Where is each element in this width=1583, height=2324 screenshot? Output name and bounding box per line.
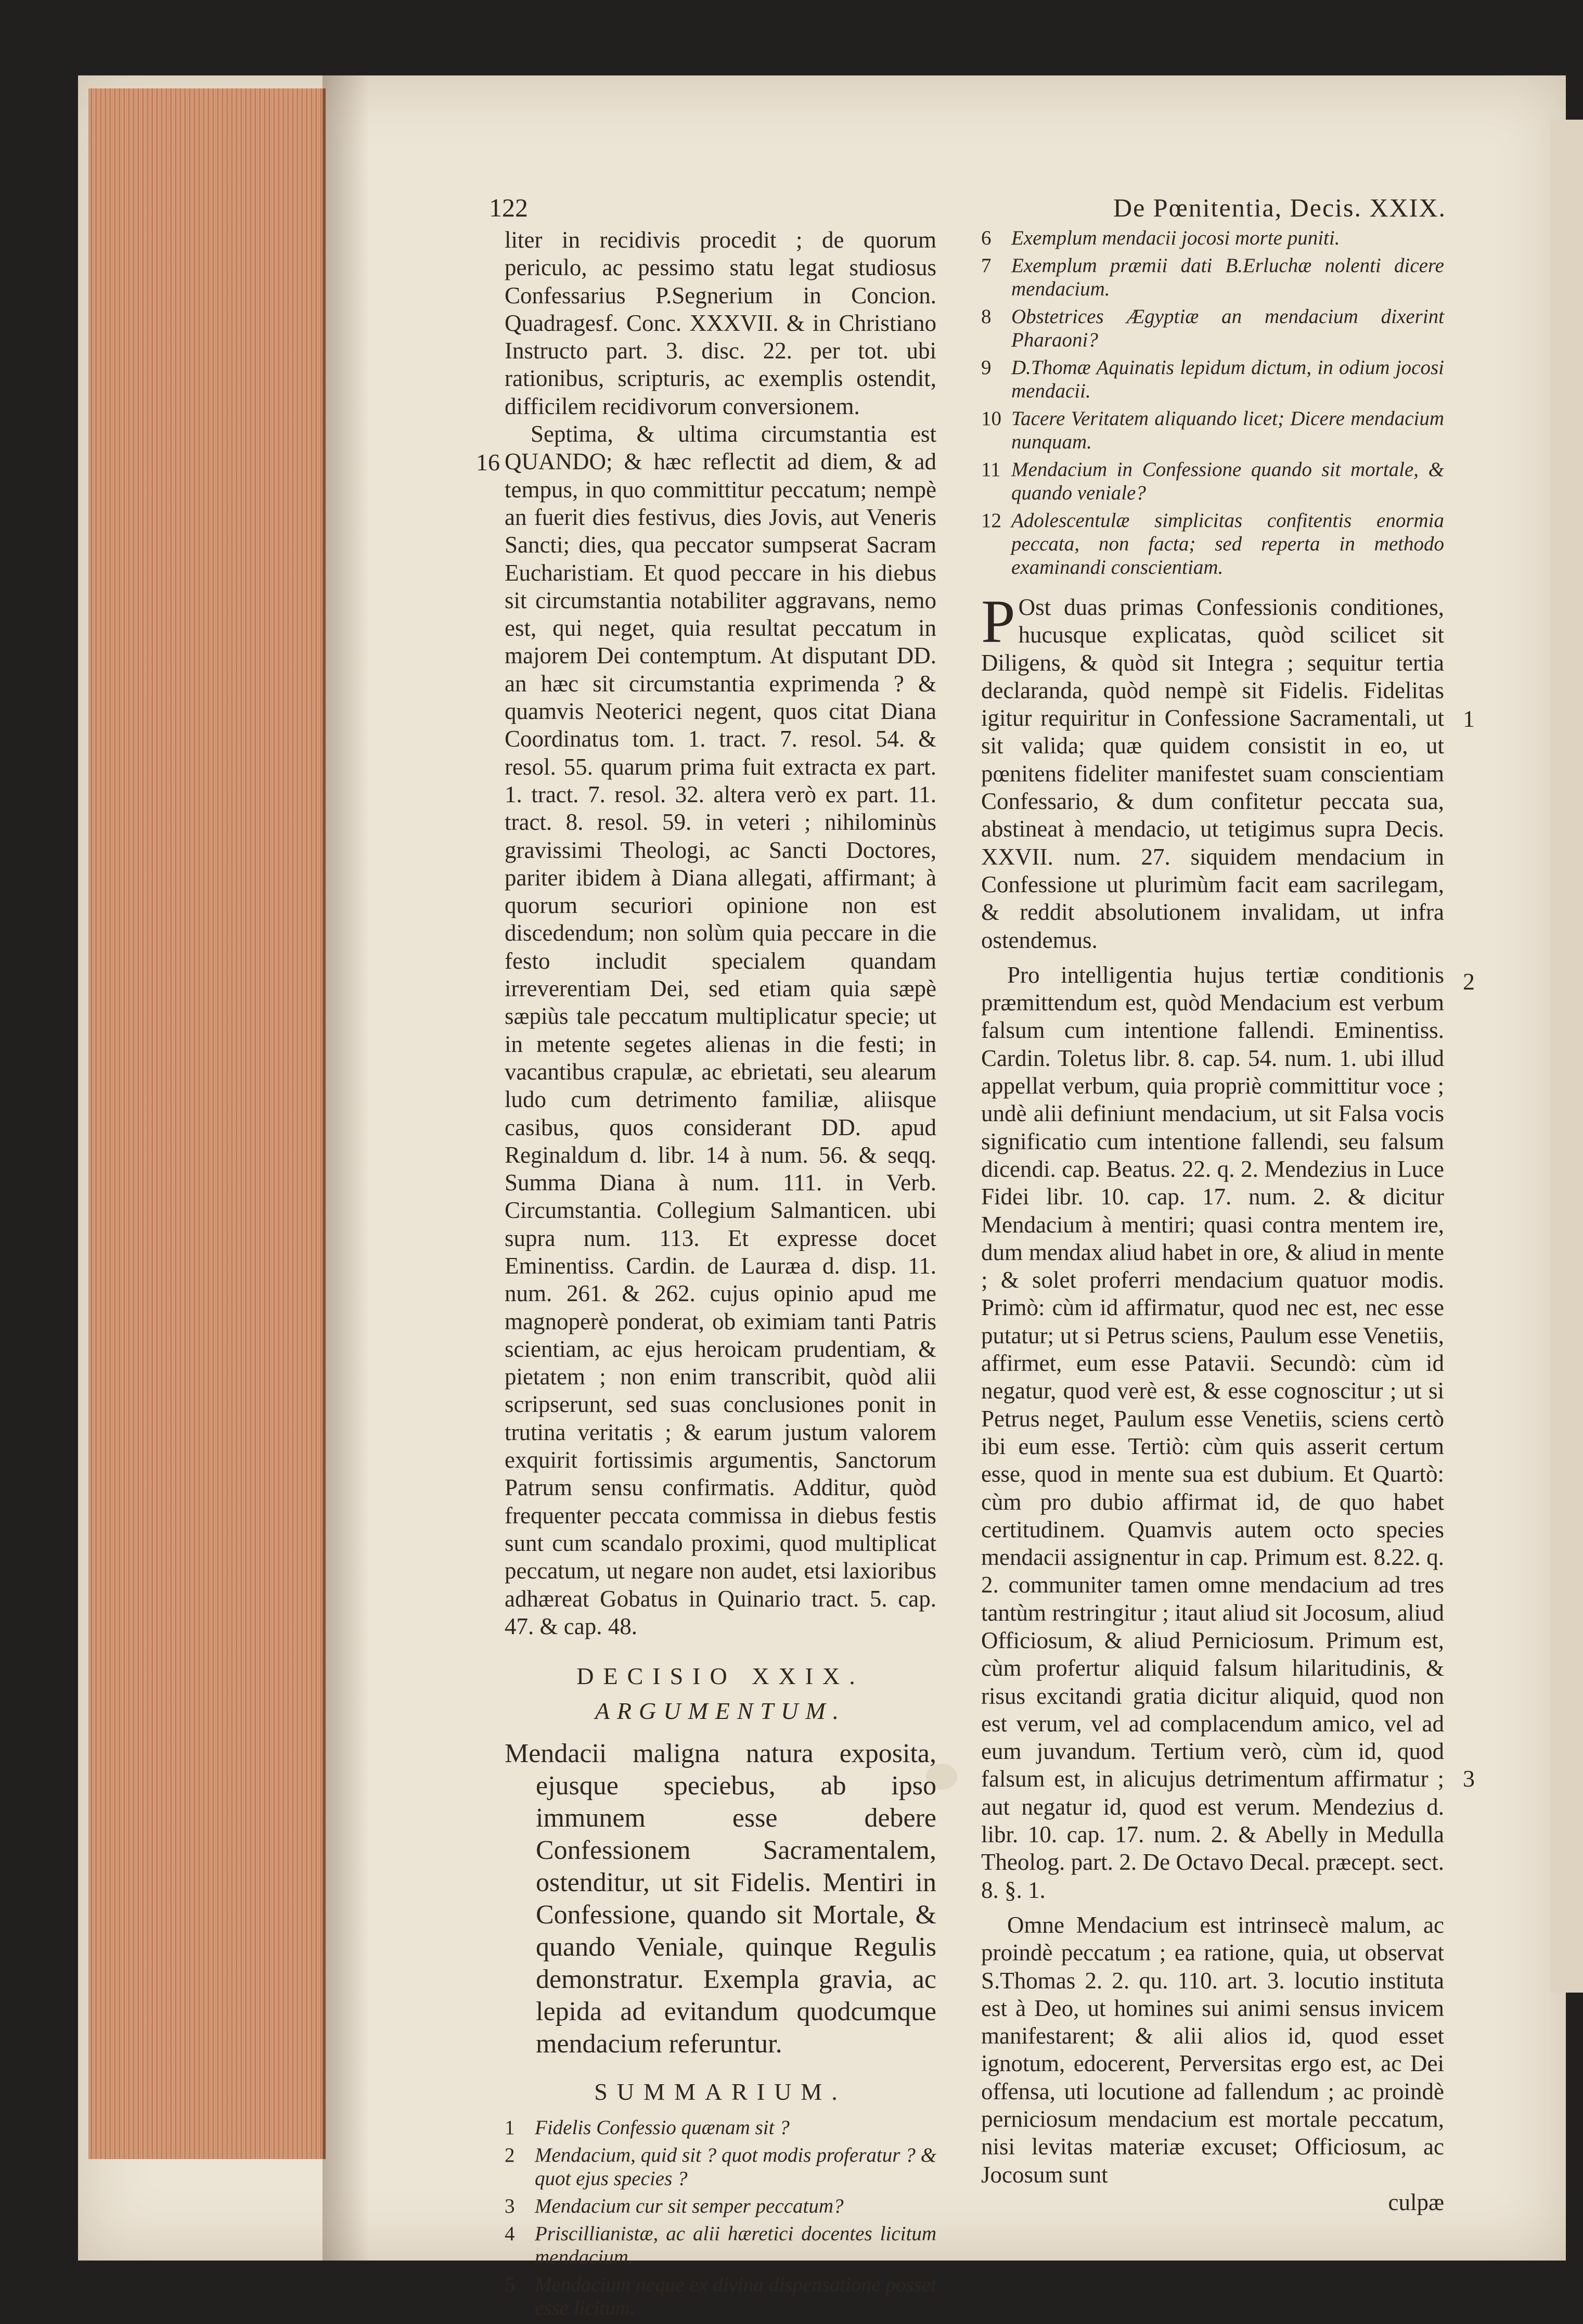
book-fore-edge — [88, 88, 326, 2159]
right-paragraph-1 — [981, 587, 1444, 954]
summarium-item — [981, 226, 1444, 250]
page-gutter-shadow — [323, 75, 369, 2261]
summarium-item-text: Exemplum mendacii jocosi morte puniti. — [1011, 227, 1340, 249]
summarium-item-text: Mendacium in Confessione quando sit mortale, & quando veniale? — [1011, 458, 1444, 504]
summarium-item-text: Mendacium cur sit semper peccatum? — [535, 2195, 844, 2218]
summarium-item-number: 1 — [505, 2116, 515, 2139]
summarium-item — [981, 458, 1444, 505]
summarium-item — [981, 254, 1444, 301]
margin-number: 1 — [1463, 705, 1475, 732]
summarium-item-number: 9 — [981, 356, 992, 379]
summarium-item — [505, 2116, 936, 2139]
summarium-item — [981, 509, 1444, 579]
right-paragraph-3: Omne Mendacium est intrinsecè malum, ac proindè peccatum ; ea ratione, quia, ut observat S.Thomas 2. 2. qu. 110. art. 3. locutio instituta est à Deo, ut homines sui animi sensus invicem manifestarent; & alii alios id, quod esset ignotum, edocerent, Perversitas ergo est, ac Dei offensa, uti locutione ad fallendum ; ac proindè perniciosum mendacium est mortale peccatum, nisi levitas materiæ excuset; Officiosum, ac Jocosum sunt — [981, 1911, 1444, 2188]
summarium-item-number: 10 — [981, 407, 1001, 430]
summarium-item-number: 11 — [981, 458, 1001, 481]
summarium-item — [981, 305, 1444, 352]
right-paragraph-2: Pro intelligentia hujus tertiæ conditionis præmittendum est, quòd Mendacium est verbum falsum cum intentione fallendi. Eminentiss. Cardin. Toletus libr. 8. cap. 54. num. 1. ubi illud appellat verbum, quia propriè committitur voce ; undè alii definiunt mendacium, ut sit Falsa vocis significatio cum intentione fallendi, seu falsum dicendi. cap. Beatus. 22. q. 2. Mendezius in Luce Fidei libr. 10. cap. 17. num. 2. & dicitur Mendacium à mentiri; quasi contra mentem ire, dum mendax aliud habet in ore, & aliud in mente ; & solet proferri mendacium quatuor modis. Primò: cùm id affirmatur, quod nec est, nec esse putatur; ut si Petrus sciens, Paulum esse Venetiis, affirmet, eum esse Patavii. Secundò: cùm id negatur, quod verè est, & esse cognoscitur ; ut si Petrus neget, Paulum esse Venetiis, sciens certò ibi eum esse. Tertiò: cùm quis asserit certum esse, quod in mente sua est dubium. Et Quartò: cùm pro dubio affirmat id, de quo habet certitudinem. Quamvis autem octo species mendacii assignentur in cap. Primum est. 8.22. q. 2. communiter tamen omne mendacium ad tres tantùm restringitur ; itaut aliud sit Jocosum, aliud Officiosum, & aliud Perniciosum. Primum est, cùm profertur aliquid falsum hilaritudinis, & risus excitandi gratia dicitur aliquid, quod non est verum, vel ad complacendum amico, vel ad eum juvandum. Tertium verò, cùm id, quod falsum est, in alicujus detrimentum affirmatur ; aut negatur id, quod est verum. Mendezius d. libr. 10. cap. 17. num. 2. & Abelly in Medulla Theolog. part. 2. De Octavo Decal. præcept. sect. 8. §. 1. — [981, 961, 1444, 1903]
summarium-item-number: 6 — [981, 227, 992, 249]
decisio-heading: DECISIO XXIX. — [576, 1663, 865, 1690]
summarium-item-number: 7 — [981, 254, 992, 277]
summarium-item — [505, 2273, 936, 2320]
summarium-item-text: Obstetrices Ægyptiæ an mendacium dixerint Pharaoni? — [1011, 305, 1444, 351]
summarium-item-text: Mendacium neque ex divina dispensatione posset esse licitum. — [535, 2274, 936, 2320]
right-column — [981, 226, 1444, 2216]
running-title: De Pœnitentia, Decis. XXIX. — [1113, 193, 1446, 222]
summarium-item-text: Mendacium, quid sit ? quot modis proferatur ? & quot ejus species ? — [535, 2144, 936, 2190]
left-column — [505, 226, 936, 2324]
left-paragraph-1: liter in recidivis procedit ; de quorum periculo, ac pessimo statu legat studiosus Confessarius P.Segnerium in Concion. Quadragesf. Conc. XXXVII. & in Christiano Instructo part. 3. disc. 22. per tot. ubi rationibus, scripturis, ac exemplis ostendit, difficilem recidivorum conversionem. — [505, 227, 936, 419]
summarium-item-number: 5 — [505, 2274, 515, 2296]
summarium-heading: SUMMARIUM. — [594, 2078, 847, 2105]
summarium-item-text: Tacere Veritatem aliquando licet; Dicere mendacium nunquam. — [1011, 407, 1444, 453]
summarium-item-text: Exemplum præmii dati B.Erluchæ nolenti dicere mendacium. — [1011, 254, 1444, 300]
summarium-item-number: 12 — [981, 509, 1001, 532]
summarium-item-number: 4 — [505, 2223, 515, 2245]
catchword: culpæ — [1388, 2189, 1444, 2215]
margin-number: 2 — [1463, 968, 1475, 995]
summarium-item-text: Adolescentulæ simplicitas confitentis enormia peccata, non facta; sed reperta in methodo examinandi conscientiam. — [1011, 509, 1444, 579]
drop-cap: P — [981, 587, 1015, 656]
facing-page-edge — [1550, 120, 1583, 1993]
summarium-item-number: 3 — [505, 2195, 515, 2218]
summarium-item — [981, 407, 1444, 454]
summarium-item-text: Priscillianistæ, ac alii hæretici docentes licitum mendacium. — [535, 2223, 936, 2269]
argumentum-heading: ARGUMENTUM. — [595, 1698, 846, 1725]
margin-number: 16 — [476, 449, 500, 476]
right-paragraph-1-text: Ost duas primas Confessionis conditiones, hucusque explicatas, quòd scilicet sit Diligens, & quòd sit Integra ; sequitur tertia declaranda, quòd nempè sit Fidelis. Fidelitas igitur requiritur in Confessione Sacramentali, ut sit valida; quæ quidem consistit in eo, ut pœnitens fideliter manifestet suam conscientiam Confessario, & dum confitetur peccata sua, abstineat à mendacio, ut tetigimus supra Decis. XXVII. num. 27. siquidem mendacium in Confessione ut plurimùm facit eam sacrilegam, & reddit absolutionem invalidam, ut infra ostendemus. — [981, 594, 1444, 953]
summarium-item-text: Fidelis Confessio quænam sit ? — [535, 2116, 790, 2139]
running-header — [489, 192, 1446, 224]
summarium-item-number: 2 — [505, 2144, 515, 2167]
summarium-item — [505, 2194, 936, 2218]
margin-number: 3 — [1463, 1765, 1475, 1792]
summarium-item — [505, 2143, 936, 2190]
summarium-item-number: 8 — [981, 305, 992, 328]
summarium-item-text: D.Thomæ Aquinatis lepidum dictum, in odium jocosi mendacii. — [1011, 356, 1444, 402]
summarium-item — [981, 356, 1444, 403]
summarium-item — [505, 2222, 936, 2269]
left-paragraph-2: Septima, & ultima circumstantia est QUANDO; & hæc reflectit ad diem, & ad tempus, in quo committitur peccatum; nempè an fuerit dies festivus, dies Jovis, aut Veneris Sancti; dies, qua peccator sumpserat Sacram Eucharistiam. Et quod peccare in his diebus sit circumstantia notabiliter aggravans, nemo est, qui neget, quia resultat peccatum in majorem Dei contemptum. At disputant DD. an hæc sit circumstantia exprimenda ? & quamvis Neoterici negent, quos citat Diana Coordinatus tom. 1. tract. 7. resol. 54. & resol. 55. quarum prima fuit extracta ex part. 1. tract. 7. resol. 32. altera verò ex part. 11. tract. 8. resol. 59. in veteri ; nihilominùs gravissimi Theologi, ac Sancti Doctores, pariter ibidem à Diana allegati, affirmant; à quorum securiori opinione non est discedendum; non solùm quia peccare in die festo includit specialem quandam irreverentiam Dei, sed etiam quia sæpè sæpiùs tale peccatum multiplicatur specie; ut in metente segetes alienas in die festi; in vacantibus crapulæ, ac ebrietati, seu alearum ludo cum detrimento familiæ, aliisque casibus, quos considerant DD. apud Reginaldum d. libr. 14 à num. 56. & seqq. Summa Diana à num. 111. in Verb. Circumstantia. Collegium Salmanticen. ubi supra num. 113. Et expresse docet Eminentiss. Cardin. de Lauræa d. disp. 11. num. 261. & 262. cujus opinio apud me magnoperè ponderat, ob eximiam tanti Patris scientiam, ac ejus heroicam prudentiam, & pietatem ; non enim transcribit, quòd alii scripserunt, sed suas conclusiones ponit in trutina veritatis ; & earum justum valorem exquirit fortissimis argumentis, Sanctorum Patrum sensu confirmatis. Additur, quòd frequenter peccata commissa in diebus festis sunt cum scandalo proximi, quod multiplicat peccatum, ut negare non audet, etsi laxioribus adhæreat Gobatus in Quinario tract. 5. cap. 47. & cap. 48. — [505, 421, 936, 1639]
summarium-list — [505, 2116, 936, 2320]
argumentum-text: Mendacii maligna natura exposita, ejusque speciebus, ab ipso immunem esse debere Confessionem Sacramentalem, ostenditur, ut sit Fidelis. Mentiri in Confessione, quando sit Mortale, & quando Veniale, quinque Regulis demonstratur. Exempla gravia, ac lepida ad evitandum quodcumque mendacium referuntur. — [505, 1738, 936, 2059]
page-number: 122 — [489, 193, 528, 222]
summarium-list-continued — [981, 226, 1444, 579]
